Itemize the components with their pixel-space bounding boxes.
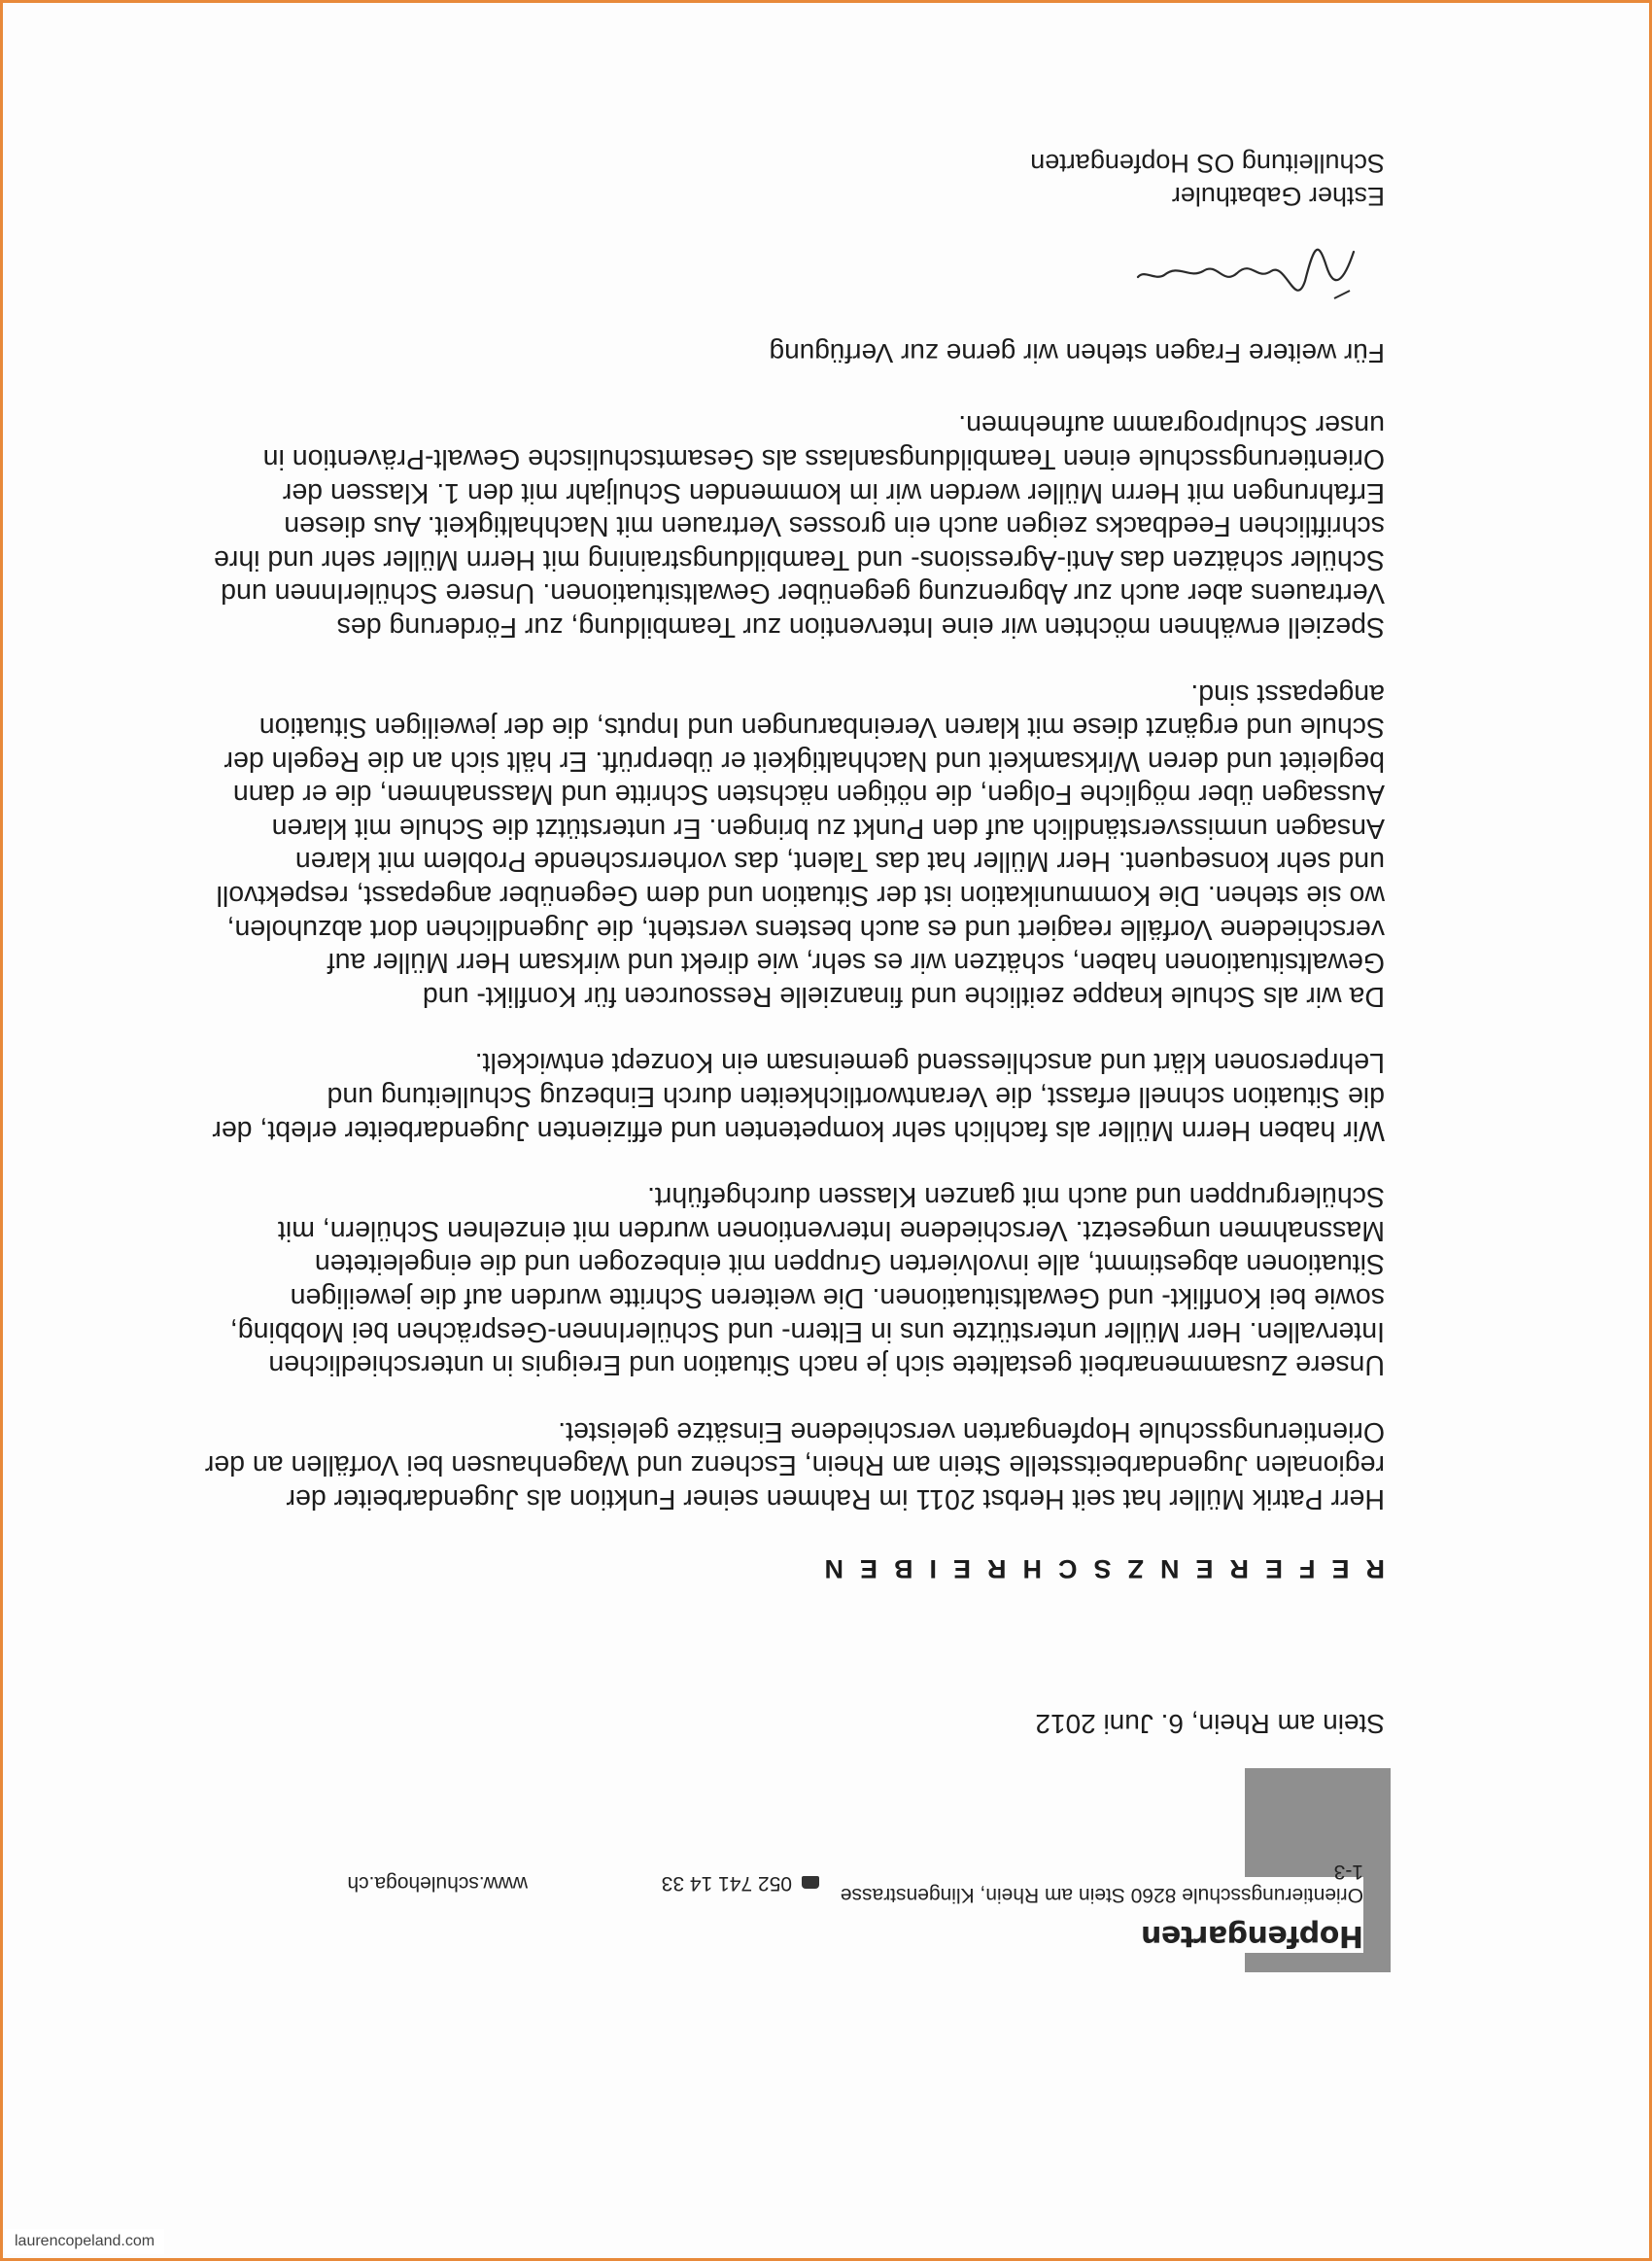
signer-name: Esther Gabathuler: [1171, 182, 1385, 211]
signer-role: Schulleitung OS Hopfengarten: [1030, 149, 1385, 178]
school-address: Orientierungsschule 8260 Stein am Rhein, Klingenstrasse 1-3: [840, 1861, 1363, 1906]
school-logo: Hopfengarten: [1141, 1919, 1363, 1953]
phone-number: 052 741 14 33: [661, 1872, 792, 1895]
letter-heading: REFERENZSCHREIBEN: [808, 1554, 1385, 1583]
handwritten-signature: [1130, 232, 1363, 320]
paragraph-5: Speziell erwähnen möchten wir eine Intervention zur Teambildung, zur Förderung des Vertrauens aber auch zur Abgrenzung gegenüber Gewaltsituationen. Unsere SchülerInnen und Schüler schätzen das Anti-Agressions- und Teambildungstraining mit Herrn Müller sehr und ihre schriftlichen Feedbacks zeigen auch ein grosses Vertrauen mit Nachhaltigkeit. Aus diesen Erfahrungen mit Herrn Müller werden wir im kommenden Schuljahr mit den 1. Klassen der Orientierungsschule einen Teambildungsanlass als Gesamtschulische Gewalt-Prävention in unser Schulprogramm aufnehmen.: [214, 409, 1385, 643]
paragraph-1: Herr Patrik Müller hat seit Herbst 2011 im Rahmen seiner Funktion als Jugendarbeiter der regionalen Jugendarbeitsstelle Stein am Rhein, Eschenz und Wagenhausen bei Vorfällen an der Orientierungsschule Hopfengarten verschiedene Einsätze geleistet.: [204, 1415, 1385, 1514]
site-watermark: laurencopeland.com: [5, 2229, 164, 2254]
signer-block: [1030, 147, 1385, 213]
scanned-letter: [3, 3, 1652, 2261]
paragraph-2: Unsere Zusammenarbeit gestaltete sich je nach Situation und Ereignis in unterschiedlichen Intervallen. Herr Müller unterstützte uns in Eltern- und SchülerInnen-Gesprächen bei Mobbing, sowie bei Konflikt- und Gewaltsituationen. Die weiteren Schritte wurden auf die jeweiligen Situationen abgestimmt, alle involvierten Gruppen mit einbezogen und die eingeleiteten Massnahmen umgesetzt. Verschiedene Interventionen wurden mit einzelnen Schülern, mit Schülergruppen und auch mit ganzen Klassen durchgeführt.: [229, 1181, 1385, 1381]
school-website: www.schulehoga.ch: [347, 1872, 528, 1895]
phone-icon: [802, 1877, 819, 1890]
letter-body: [199, 375, 1385, 1515]
letter-date: Stein am Rhein, 6. Juni 2012: [1035, 1709, 1385, 1739]
paragraph-4: Da wir als Schule knappe zeitliche und finanzielle Ressourcen für Konflikt- und Gewaltsituationen haben, schätzen wir es sehr, wie direkt und wirksam Herr Müller auf verschiedene Vorfälle reagiert und es auch bestens versteht, die Jugendlichen dort abzuholen, wo sie stehen. Die Kommunikation ist der Situation und dem Gegenüber angepasst, respektvoll und sehr konsequent. Herr Müller hat das Talent, das vorherrschende Problem mit klaren Ansagen unmissverständlich auf den Punkt zu bringen. Er unterstützt die Schule mit klaren Aussagen über mögliche Folgen, die nötigen nächsten Schritte und Massnahmen, die er dann begleitet und deren Wirksamkeit und Nachhaltigkeit er überprüft. Er hält sich an die Regeln der Schule und ergänzt diese mit klaren Vereinbarungen und Inputs, die der jeweiligen Situation angepasst sind.: [216, 678, 1385, 1012]
school-phone: [528, 1871, 819, 1895]
letter-closing: Für weitere Fragen stehen wir gerne zur Verfügung: [769, 338, 1385, 368]
letterhead-address-line: [246, 1860, 1363, 1906]
paragraph-3: Wir haben Herrn Müller als fachlich sehr kompetenten und effizienten Jugendarbeiter erlebt, der die Situation schnell erfasst, die Verantwortlichkeiten durch Einbezug Schulleitung und Lehrpersonen klärt und anschliessend gemeinsam ein Konzept entwickelt.: [212, 1047, 1385, 1146]
